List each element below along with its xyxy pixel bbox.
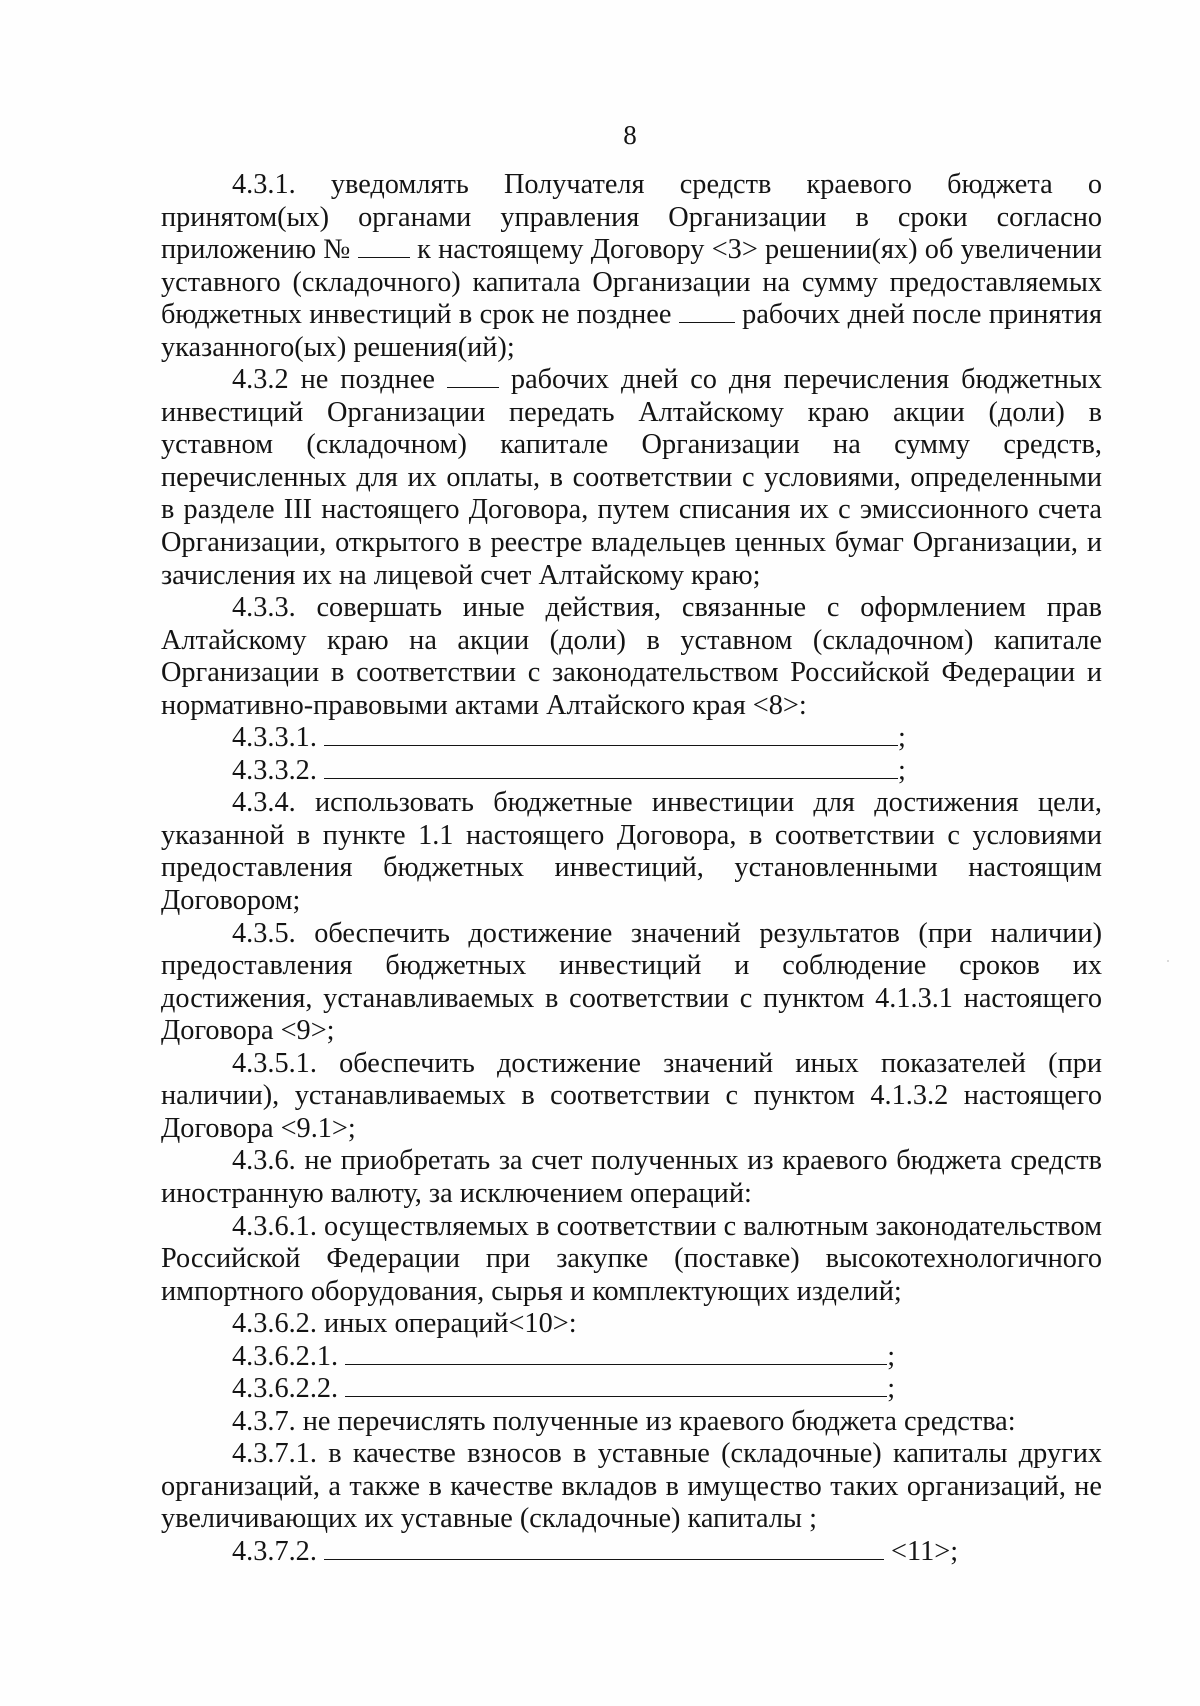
clause-4-3-6: 4.3.6. не приобретать за счет полученных из краевого бюджета средств иностранную валюту, за исключением операций: (161, 1145, 1102, 1209)
clause-4-3-2 (161, 364, 1102, 592)
clause-label: 4.3.6.2.1. (232, 1340, 346, 1372)
fill-in-line (324, 756, 898, 779)
clause-4-3-5: 4.3.5. обеспечить достижение значений результатов (при наличии) предоставления бюджетных инвестиций и соблюдение сроков их достижения, устанавливаемых в соответствии с пунктом 4.1.3.1 настоящего Договора <9>; (161, 917, 1102, 1047)
line-end: ; (897, 754, 906, 786)
line-end: ; (897, 722, 906, 754)
clause-4-3-4: 4.3.4. использовать бюджетные инвестиции для достижения цели, указанной в пункте 1.1 настоящего Договора, в соответствии с условиями предоставления бюджетных инвестиций, установленными настоящим Договором; (161, 787, 1102, 917)
clause-text: 4.3.2 не позднее (232, 364, 447, 396)
fill-in-blank (679, 300, 735, 323)
clause-label: 4.3.7.2. (232, 1535, 324, 1567)
fill-in-line (324, 723, 898, 746)
fill-in-blank (447, 365, 499, 388)
clause-4-3-7-2 (161, 1536, 1102, 1569)
clause-label: 4.3.3.1. (232, 722, 324, 754)
fill-in-blank (358, 235, 410, 258)
clause-4-3-3-2 (161, 755, 1102, 788)
fill-in-line (345, 1342, 887, 1365)
document-body (161, 169, 1102, 1569)
clause-4-3-7-1: 4.3.7.1. в качестве взносов в уставные (складочные) капиталы других организаций, а также в качестве вкладов в имущество таких организаций, не увеличивающих их уставные (складочные) капиталы ; (161, 1438, 1102, 1535)
clause-label: 4.3.6.2.2. (232, 1373, 346, 1405)
clause-4-3-6-2: 4.3.6.2. иных операций<10>: (232, 1308, 577, 1340)
clause-label: 4.3.3.2. (232, 754, 324, 786)
clause-4-3-1 (161, 169, 1102, 364)
line-end: ; (887, 1340, 896, 1372)
clause-4-3-6-2-2 (161, 1373, 1102, 1406)
line-end: <11>; (883, 1535, 959, 1567)
clause-text: 4.3.1. уведомлять Получателя средств краевого бюджета о принятом(ых) органами управления Организации в сроки согласно приложению № (161, 169, 1102, 266)
clause-text: рабочих дней после принятия указанного(ых) решения(ий); (161, 299, 1102, 363)
clause-4-3-7: 4.3.7. не перечислять полученные из краевого бюджета средства: (232, 1405, 1016, 1437)
clause-4-3-6-1: 4.3.6.1. осуществляемых в соответствии с валютным законодательством Российской Федерации при закупке (поставке) высокотехнологичного импортного оборудования, сырья и комплектующих изделий; (161, 1210, 1102, 1307)
scan-speck (1167, 960, 1169, 962)
clause-4-3-6-2-1 (161, 1341, 1102, 1374)
clause-4-3-3: 4.3.3. совершать иные действия, связанные с оформлением прав Алтайскому краю на акции (доли) в уставном (складочном) капитале Организации в соответствии с законодательством Российской Федерации и нормативно-правовыми актами Алтайского края <8>: (161, 592, 1102, 721)
line-end: ; (887, 1373, 896, 1405)
fill-in-line (324, 1537, 884, 1560)
clause-text: к настоящему Договору <3> решении(ях) об увеличении уставного (складочного) капитала Организации на сумму предоставляемых бюджетных инвестиций в срок не позднее (161, 234, 1103, 331)
clause-4-3-5-1: 4.3.5.1. обеспечить достижение значений иных показателей (при наличии), устанавливаемых в соответствии с пунктом 4.1.3.2 настоящего Договора <9.1>; (161, 1047, 1102, 1144)
clause-text: рабочих дней со дня перечисления бюджетных инвестиций Организации передать Алтайскому краю акции (доли) в уставном (складочном) капитале Организации на сумму средств, перечисленных для их оплаты, в соответствии с условиями, определенными в разделе III настоящего Договора, путем списания их с эмиссионного счета Организации, открытого в реестре владельцев ценных бумаг Организации, и зачисления их на лицевой счет Алтайскому краю; (161, 364, 1102, 591)
page-number: 8 (623, 120, 637, 150)
clause-4-3-3-1 (161, 722, 1102, 755)
fill-in-line (345, 1374, 887, 1397)
